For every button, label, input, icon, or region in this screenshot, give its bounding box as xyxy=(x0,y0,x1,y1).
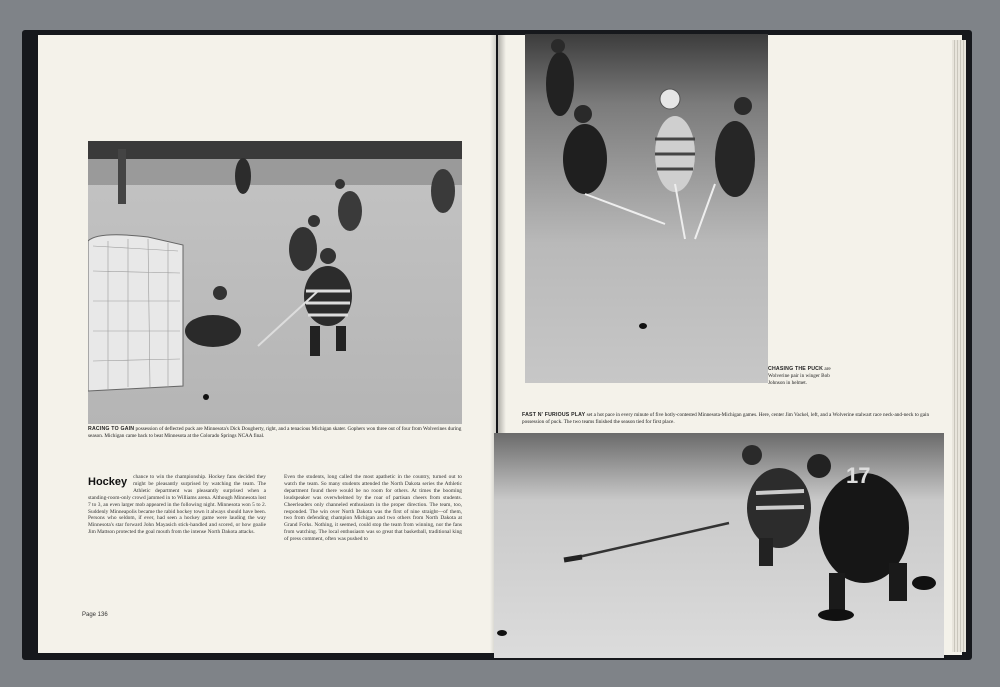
caption-text: set a hot pace in every minute of five hotly-contested Minnesota-Michigan games. Here, center Jim Vackel, left, and a Wolverine stalwart race neck-and-neck to gain possession of puck. The two teams finished the season tied for first place. xyxy=(522,412,930,425)
article-text: chance to win the championship. Hockey fans decided they might be pleasantly surprised by watching the team. The Athletic department was pleasantly surprised when a standing-room-only crowd jammed in to Williams arena. Although Minnesota lost 7 to 3, an even larger mob appeared in the following night. Minnesota won 5 to 2. Suddenly Minneapolis became the rabid hockey town it always should have been. Persons who seldom, if ever, had seen a hockey game were lauding the way Minnesota's star forward John Mayasich stick-handled and scored, or how goalie Jim Mattson protected the goal mouth from the intense North Dakota attacks. xyxy=(88,474,266,536)
caption-title: FAST N' FURIOUS PLAY xyxy=(522,412,586,418)
article-column-1 xyxy=(88,474,266,536)
caption-title: CHASING THE PUCK xyxy=(768,366,824,372)
photo-racing-to-gain xyxy=(88,141,462,424)
svg-text:17: 17 xyxy=(846,463,871,488)
caption-text: are Wolverine pair in winger Bob Johnson in helmet. xyxy=(768,366,831,386)
article-text: Even the students, long called the most apathetic in the country, turned out to watch the team. So many students attended the North Dakota series the Athletic department found there would be no room for others. At times the booming loudspeaker was overwhelmed by the roar of partisan cheers from students. Cheerleaders only channeled enthusiasm in the proper direction. The team, too, responded. The win over North Dakota was the first of nine straight—of them, two from defending champion Michigan and two others from North Dakota at Grand Forks. Nothing, it seemed, could stop the team from winning, nor the fans from watching. The local enthusiasm was so great that basketball, traditional king of press comment, often was pushed to xyxy=(284,474,462,543)
page-number: Page 136 xyxy=(82,612,108,618)
caption-title: RACING TO GAIN xyxy=(88,426,135,432)
caption-fast-n-furious xyxy=(522,412,942,426)
photo-fast-n-furious xyxy=(494,433,944,658)
caption-racing-to-gain xyxy=(88,426,462,440)
photo-chasing-the-puck xyxy=(525,34,768,383)
caption-chasing-the-puck xyxy=(768,366,848,386)
page-edges xyxy=(952,40,966,652)
article-column-2 xyxy=(284,474,462,543)
caption-text: possession of deflected puck are Minnesota's Dick Dougherty, right, and a tenacious Michigan skater. Gophers won three out of four from Wolverines during season. Michigan came back to beat Minnesota at the Colorado Springs NCAA final. xyxy=(88,426,462,439)
article-heading: Hockey xyxy=(88,476,128,488)
